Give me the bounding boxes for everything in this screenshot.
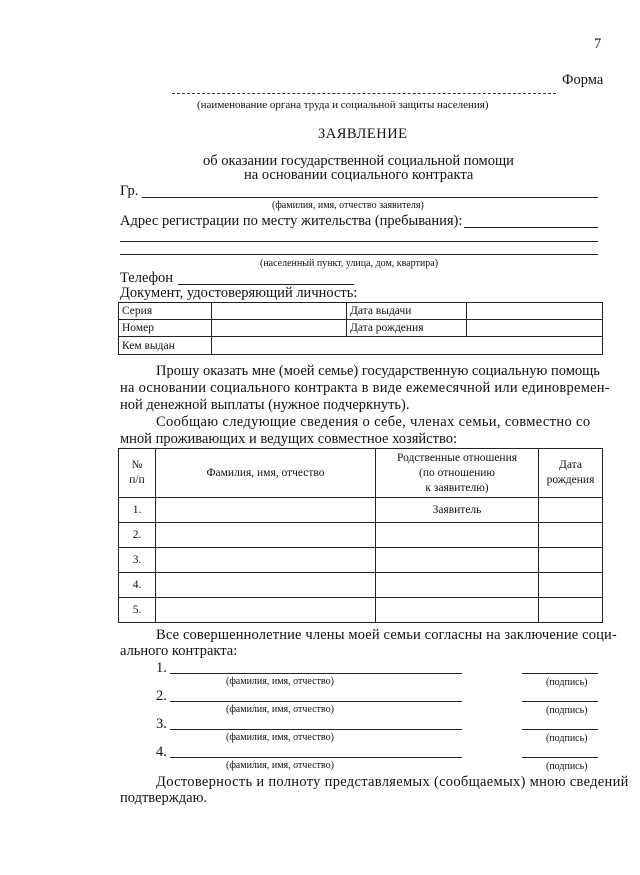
issued-by-label: Кем выдан: [119, 337, 212, 355]
family-table: [118, 448, 603, 623]
row-relation-field[interactable]: [376, 598, 539, 623]
address-label: Адрес регистрации по месту жительства (пребывания):: [120, 213, 463, 229]
address-field-3[interactable]: [120, 254, 598, 255]
row-relation-field[interactable]: [376, 523, 539, 548]
citizen-name-field[interactable]: [142, 197, 598, 198]
row-dob-field[interactable]: [539, 598, 603, 623]
request-line-3: ной денежной выплаты (нужное подчеркнуть).: [120, 397, 410, 413]
row-dob-field[interactable]: [539, 573, 603, 598]
number-label: Номер: [119, 320, 212, 337]
birth-date-field[interactable]: [467, 320, 603, 337]
info-line-1: Сообщаю следующие сведения о себе, членах семьи, совместно со: [156, 414, 591, 430]
col-header-relation: [376, 449, 539, 498]
col-header-num: [119, 449, 156, 498]
consent-line-1: Все совершеннолетние члены моей семьи согласны на заключение соци-: [156, 627, 617, 643]
row-name-field[interactable]: [156, 498, 376, 523]
confirm-line-2: подтверждаю.: [120, 790, 208, 806]
document-title: ЗАЯВЛЕНИЕ: [318, 126, 408, 142]
signer-name-caption: (фамилия, имя, отчество): [226, 676, 334, 687]
signer-signature-field[interactable]: [522, 729, 598, 730]
issue-date-label: Дата выдачи: [347, 303, 467, 320]
series-field[interactable]: [212, 303, 347, 320]
row-relation-field[interactable]: [376, 573, 539, 598]
signer-sign-caption: (подпись): [546, 705, 588, 716]
table-row: [119, 523, 603, 548]
signer-sign-caption: (подпись): [546, 733, 588, 744]
row-num: 3.: [119, 548, 156, 573]
signer-name-caption: (фамилия, имя, отчество): [226, 760, 334, 771]
col-rel-line-1: Родственные отношения: [396, 451, 518, 464]
signer-signature-field[interactable]: [522, 701, 598, 702]
table-row: [119, 548, 603, 573]
form-label: Форма: [562, 72, 604, 88]
organ-name-line[interactable]: [172, 93, 556, 94]
signer-sign-caption: (подпись): [546, 677, 588, 688]
signer-name-caption: (фамилия, имя, отчество): [226, 704, 334, 715]
info-line-2: мной проживающих и ведущих совместное хозяйство:: [120, 431, 457, 447]
phone-label: Телефон: [120, 270, 173, 286]
col-num-line-2: п/п: [129, 474, 145, 486]
request-line-2: на основании социального контракта в виде ежемесячной или единовремен-: [120, 380, 610, 396]
col-dob-line-2: рождения: [546, 474, 595, 486]
signer-num: 3.: [156, 716, 167, 732]
confirm-line-1: Достоверность и полноту представляемых (сообщаемых) мною сведений: [156, 774, 629, 790]
row-dob-field[interactable]: [539, 548, 603, 573]
col-rel-line-3: к заявителю): [425, 481, 489, 494]
birth-date-label: Дата рождения: [347, 320, 467, 337]
address-field-1[interactable]: [464, 227, 598, 228]
signer-signature-field[interactable]: [522, 757, 598, 758]
citizen-caption: (фамилия, имя, отчество заявителя): [272, 200, 424, 211]
row-name-field[interactable]: [156, 523, 376, 548]
row-dob-field[interactable]: [539, 523, 603, 548]
signer-name-field[interactable]: [170, 701, 462, 702]
signer-num: 4.: [156, 744, 167, 760]
col-dob-line-1: Дата: [559, 459, 582, 471]
series-label: Серия: [119, 303, 212, 320]
signer-sign-caption: (подпись): [546, 761, 588, 772]
id-doc-label: Документ, удостоверяющий личность:: [120, 285, 358, 301]
signer-signature-field[interactable]: [522, 673, 598, 674]
col-num-line-1: №: [131, 459, 143, 471]
table-row: [119, 598, 603, 623]
signer-name-field[interactable]: [170, 673, 462, 674]
signer-name-field[interactable]: [170, 729, 462, 730]
subtitle-line-1: об оказании государственной социальной помощи: [203, 153, 514, 169]
subtitle-line-2: на основании социального контракта: [244, 167, 474, 183]
row-num: 4.: [119, 573, 156, 598]
signer-name-caption: (фамилия, имя, отчество): [226, 732, 334, 743]
signer-num: 1.: [156, 660, 167, 676]
issued-by-field[interactable]: [212, 337, 603, 355]
address-field-2[interactable]: [120, 241, 598, 242]
col-header-dob: [539, 449, 603, 498]
row-num: 5.: [119, 598, 156, 623]
row-name-field[interactable]: [156, 598, 376, 623]
row-name-field[interactable]: [156, 548, 376, 573]
row-num: 1.: [119, 498, 156, 523]
issue-date-field[interactable]: [467, 303, 603, 320]
citizen-prefix: Гр.: [120, 183, 139, 199]
table-row: [119, 498, 603, 523]
row-dob-field[interactable]: [539, 498, 603, 523]
id-document-table: [118, 302, 603, 355]
number-field[interactable]: [212, 320, 347, 337]
col-rel-line-2: (по отношению: [419, 466, 495, 479]
row-name-field[interactable]: [156, 573, 376, 598]
row-num: 2.: [119, 523, 156, 548]
consent-line-2: ального контракта:: [120, 643, 238, 659]
request-line-1: Прошу оказать мне (моей семье) государственную социальную помощь: [156, 363, 600, 379]
col-header-name: Фамилия, имя, отчество: [156, 449, 376, 498]
address-caption: (населенный пункт, улица, дом, квартира): [260, 258, 439, 269]
signer-num: 2.: [156, 688, 167, 704]
page-number: 7: [594, 36, 602, 52]
row-relation: Заявитель: [376, 498, 539, 523]
row-relation-field[interactable]: [376, 548, 539, 573]
table-row: [119, 573, 603, 598]
organ-caption: (наименование органа труда и социальной защиты населения): [197, 99, 489, 111]
signer-name-field[interactable]: [170, 757, 462, 758]
